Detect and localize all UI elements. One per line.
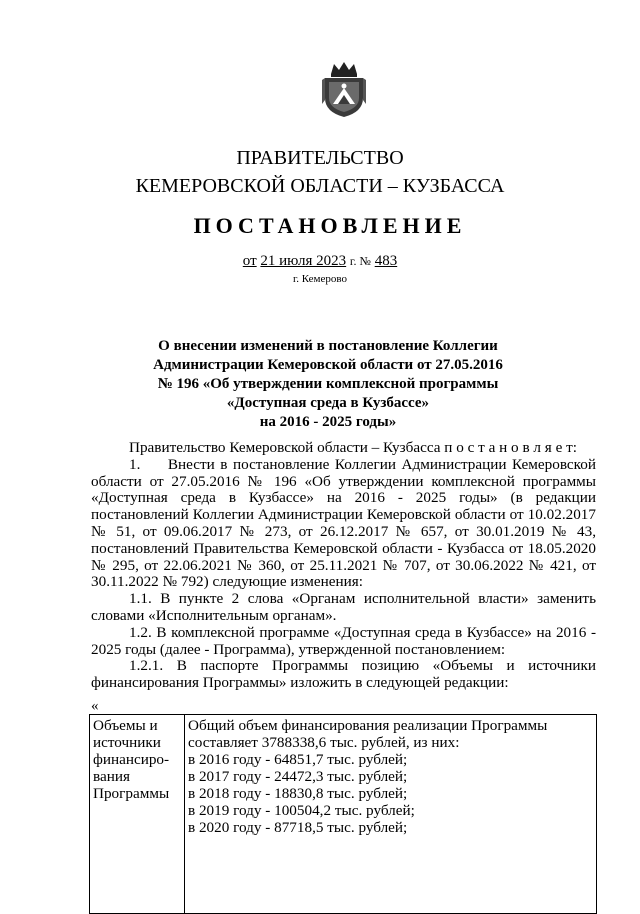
table-cell-value xyxy=(185,715,597,914)
value-line: в 2017 году - 24472,3 тыс. рублей; xyxy=(188,768,408,785)
date-suffix: г. № xyxy=(349,254,371,268)
value-line: в 2019 году - 100504,2 тыс. рублей; xyxy=(188,802,415,819)
table-row xyxy=(90,715,597,914)
value-line: в 2020 году - 87718,5 тыс. рублей; xyxy=(188,819,408,836)
label-line: Программы xyxy=(93,785,170,802)
paragraph-1-1: 1.1. В пункте 2 слова «Органам исполнительной власти» заменить словами «Исполнительным органам». xyxy=(91,590,596,624)
document-type-title: ПОСТАНОВЛЕНИЕ xyxy=(193,213,467,238)
date-number-line xyxy=(0,253,640,270)
document-subject xyxy=(20,337,636,432)
paragraph-1: 1. Внести в постановление Коллегии Администрации Кемеровской области от 27.05.2016 № 196 «Об утверждении комплексной программы «Доступная среда в Кузбассе» на 2016 - 2025 годы» (в редакции постановлений Коллегии Администрации Кемеровской области от 10.02.2017 № 51, от 09.06.2017 № 273, от 26.12.2017 № 657, от 30.01.2019 № 43, постановлений Правительства Кемеровской области - Кузбасса от 18.05.2020 № 295, от 22.06.2021 № 360, от 25.11.2021 № 707, от 30.06.2022 № 421, от 30.11.2022 № 792) следующие изменения: xyxy=(91,455,596,591)
financing-table xyxy=(89,714,597,914)
city-name: г. Кемерово xyxy=(292,273,348,285)
paragraph-1-2: 1.2. В комплексной программе «Доступная среда в Кузбассе» на 2016 - 2025 годы (далее - Программа), утвержденной постановлением: xyxy=(91,623,596,658)
subject-line: «Доступная среда в Кузбассе» xyxy=(226,395,430,411)
document-number: 483 xyxy=(374,253,398,269)
document-date: 21 июля 2023 xyxy=(260,253,347,269)
label-line: вания xyxy=(93,768,130,785)
government-name-line2: КЕМЕРОВСКОЙ ОБЛАСТИ – КУЗБАССА xyxy=(135,175,505,197)
preamble-paragraph: Правительство Кемеровской области – Кузбасса п о с т а н о в л я е т: xyxy=(129,439,577,456)
subject-line: О внесении изменений в постановление Коллегии xyxy=(158,338,498,354)
table-cell-label xyxy=(90,715,185,914)
document-body xyxy=(91,440,596,692)
subject-line: на 2016 - 2025 годы» xyxy=(259,414,397,430)
subject-line: Администрации Кемеровской области от 27.05.2016 xyxy=(153,357,503,373)
subject-line: № 196 «Об утверждении комплексной программы xyxy=(157,376,499,392)
label-line: Объемы и xyxy=(93,717,158,734)
date-prefix: от xyxy=(242,253,257,269)
opening-quote: « xyxy=(91,698,99,714)
value-line: Общий объем финансирования реализации Программы xyxy=(188,717,548,734)
label-line: финансиро- xyxy=(93,751,170,768)
coat-of-arms-icon xyxy=(319,60,369,118)
value-line: составляет 3788338,6 тыс. рублей, из них: xyxy=(188,734,460,751)
value-line: в 2018 году - 18830,8 тыс. рублей; xyxy=(188,785,408,802)
value-line: в 2016 году - 64851,7 тыс. рублей; xyxy=(188,751,408,768)
government-name-line1: ПРАВИТЕЛЬСТВО xyxy=(236,147,404,169)
paragraph-1-2-1: 1.2.1. В паспорте Программы позицию «Объемы и источники финансирования Программы» изложить в следующей редакции: xyxy=(91,657,596,692)
label-line: источники xyxy=(93,734,161,751)
